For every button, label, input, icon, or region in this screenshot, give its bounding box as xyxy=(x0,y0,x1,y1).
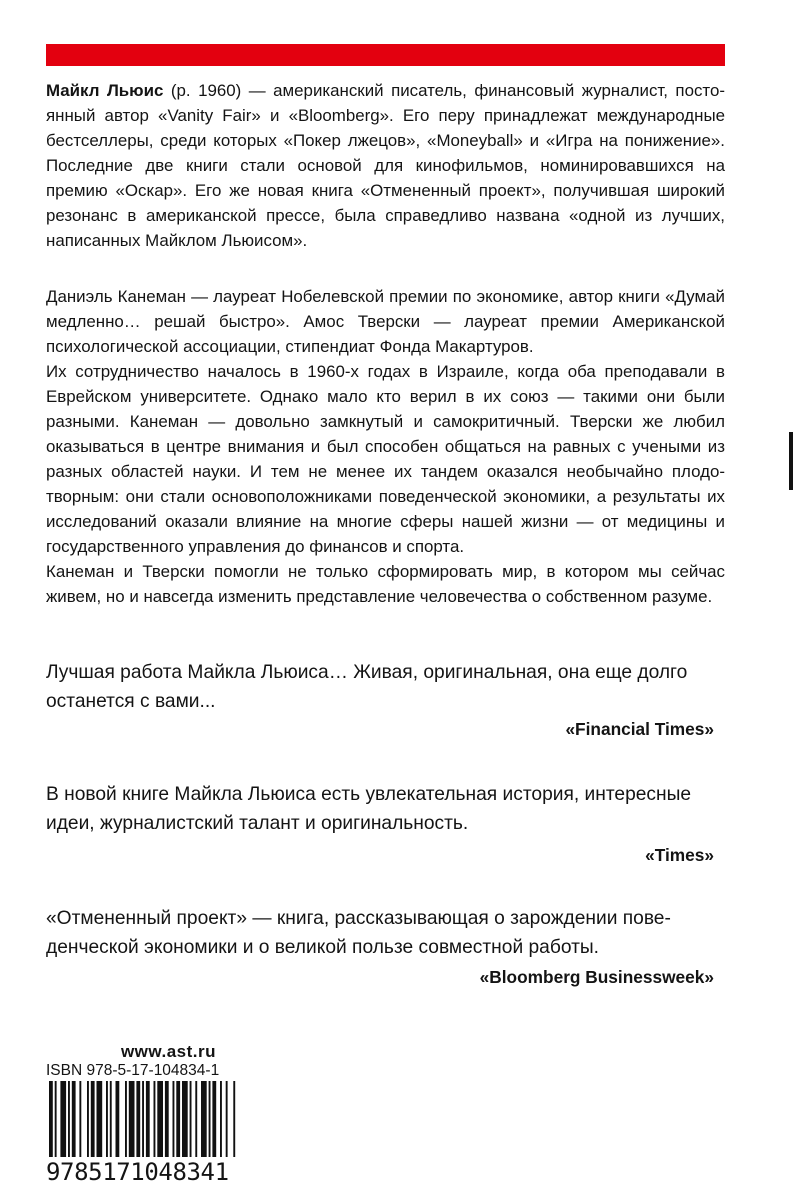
author-bio xyxy=(46,78,725,253)
review-source-3: «Bloomberg Businessweek» xyxy=(479,967,714,987)
review-quote-2: В новой книге Майкла Льюиса есть увлекательная история, интересные идеи, журналистский талант и оригинальность. xyxy=(46,784,692,834)
review-source-1: «Financial Times» xyxy=(565,719,714,739)
barcode-digits: 9785171048341 xyxy=(46,1158,229,1186)
page-edge-mark xyxy=(789,432,793,490)
review-quote-3: «Отмененный проект» — книга, рассказывающая о зарождении поведенческой экономики и о великой пользе совместной работы. xyxy=(46,908,671,958)
barcode-icon xyxy=(46,1081,239,1157)
author-bio-text: (р. 1960) — американский писатель, финансовый журналист, постоянный автор «Vanity Fair» и «Bloomberg». Его перу принадлежат международные бестселлеры, среди которых «Покер лжецов», «Moneyball» и «Игра на понижение». Последние две книги стали основой для кинофильмов, номинировавшихся на премию «Оскар». Его же новая книга «Отмененный проект», получившая широкий резонанс в американской прессе, была справедливо названа «одной из лучших, написанных Майклом Льюисом». xyxy=(46,81,725,250)
isbn-number: ISBN 978-5-17-104834-1 xyxy=(46,1062,220,1079)
book-description xyxy=(46,284,725,609)
publisher-website: www.ast.ru xyxy=(120,1042,216,1061)
review-quote-1: Лучшая работа Майкла Льюиса… Живая, оригинальная, она еще долго останется с вами... xyxy=(46,662,688,712)
author-name: Майкл Льюис xyxy=(46,81,164,100)
review-source-2: «Times» xyxy=(645,845,714,865)
description-paragraph-3: Канеман и Тверски помогли не только сформировать мир, в котором мы сейчас живем, но и навсегда изменить представление человечества о собственном разуме. xyxy=(46,562,725,606)
red-header-bar xyxy=(46,44,725,66)
description-paragraph-1: Даниэль Канеман — лауреат Нобелевской премии по экономике, автор книги «Думай медленно… решай быстро». Амос Тверски — лауреат премии Американской психологической ассоциации, стипендиат Фонда Макартуров. xyxy=(46,287,725,356)
description-paragraph-2: Их сотрудничество началось в 1960-х годах в Израиле, когда оба преподавали в Еврейском университете. Однако мало кто верил в их союз — такими они были разными. Канеман — довольно замкнутый и самокритичный. Тверски же любил оказываться в центре внимания и был способен общаться на равных с учеными из разных областей науки. И тем не менее их тандем оказался необычайно плодотворным: они стали основоположниками поведенческой экономики, а результаты их исследований оказали влияние на многие сферы нашей жизни — от медицины и государственного управления до финансов и спорта. xyxy=(46,362,725,556)
